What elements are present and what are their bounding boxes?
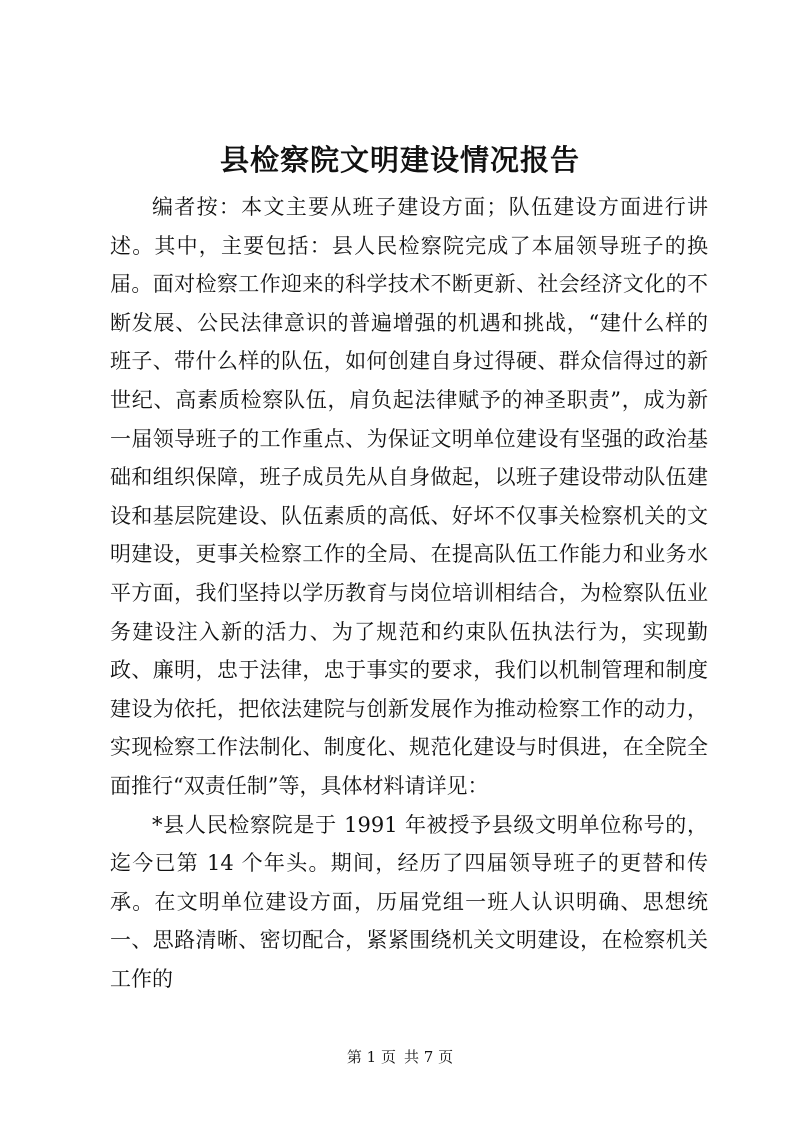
paragraph-main: *县人民检察院是于 1991 年被授予县级文明单位称号的，迄今已第 14 个年头。期间，经历了四届领导班子的更替和传承。在文明单位建设方面，历届党组一班人认识明确、思想统一、思路清晰、密切配合，紧紧围绕机关文明建设，在检察机关工作的 bbox=[110, 812, 708, 991]
page-footer bbox=[0, 1047, 800, 1067]
page-number: 第 1 页 bbox=[346, 1048, 396, 1066]
paragraph-editor-note: 编者按：本文主要从班子建设方面；队伍建设方面进行讲述。其中，主要包括：县人民检察院完成了本届领导班子的换届。面对检察工作迎来的科学技术不断更新、社会经济文化的不断发展、公民法律意识的普遍增强的机遇和挑战，“建什么样的班子、带什么样的队伍，如何创建自身过得硬、群众信得过的新世纪、高素质检察队伍，肩负起法律赋予的神圣职责”，成为新一届领导班子的工作重点、为保证文明单位建设有坚强的政治基础和组织保障，班子成员先从自身做起，以班子建设带动队伍建设和基层院建设、队伍素质的高低、好坏不仅事关检察机关的文明建设，更事关检察工作的全局、在提高队伍工作能力和业务水平方面，我们坚持以学历教育与岗位培训相结合，为检察队伍业务建设注入新的活力、为了规范和约束队伍执法行为，实现勤政、廉明，忠于法律，忠于事实的要求，我们以机制管理和制度建设为依托，把依法建院与创新发展作为推动检察工作的动力，实现检察工作法制化、制度化、规范化建设与时俱进，在全院全面推行“双责任制”等，具体材料请详见： bbox=[110, 195, 708, 798]
page-total: 共 7 页 bbox=[404, 1048, 454, 1066]
document-title: 县检察院文明建设情况报告 bbox=[219, 143, 580, 177]
document-body bbox=[110, 188, 708, 998]
